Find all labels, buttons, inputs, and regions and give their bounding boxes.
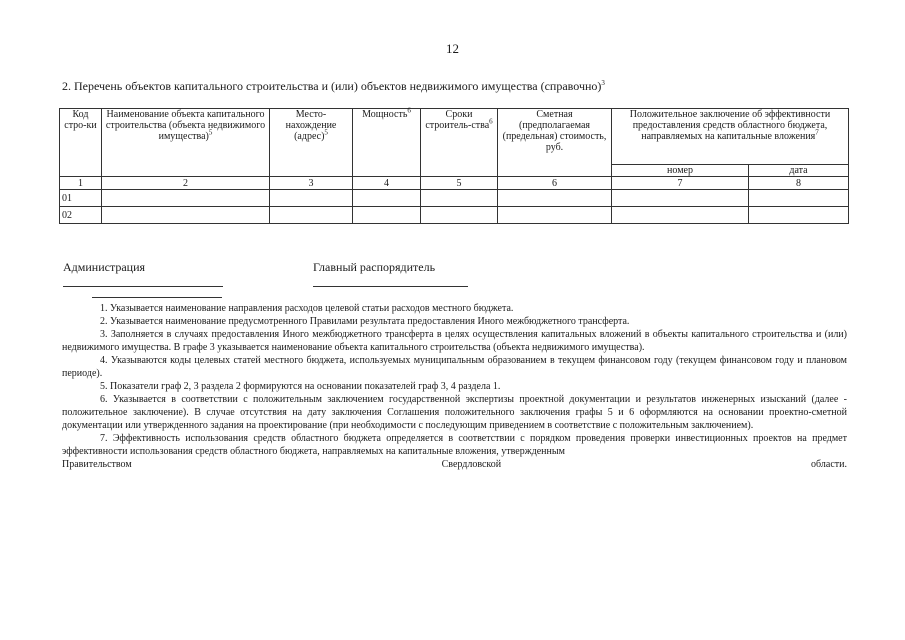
- header-cost-text: Сметная (предполагаемая (предельная) стоимость, руб.: [502, 109, 607, 153]
- header-cost: [498, 109, 612, 177]
- header-capacity: [353, 106, 421, 177]
- header-name-note: 5: [208, 128, 213, 137]
- column-number: 6: [498, 177, 612, 190]
- table-cell: [353, 190, 421, 207]
- header-code-text: Код стро-ки: [64, 109, 97, 131]
- header-terms-note: 6: [489, 117, 493, 126]
- table-row: [60, 207, 849, 224]
- footnote-item: 3. Заполняется в случаях предоставления Иного межбюджетного трансферта в целях осуществления капитальных вложений в объекты капитального строительства и (или) недвижимого имущества. В графе 3 указывается наименование объекта капитального строительства (объекта недвижимого имущества).: [62, 329, 847, 353]
- header-name: [102, 109, 270, 177]
- table-cell: [749, 207, 849, 224]
- page-number: 12: [446, 41, 459, 56]
- column-number: 5: [421, 177, 498, 190]
- signature-manager-label: Главный распорядитель: [313, 260, 436, 274]
- signature-admin-line: [63, 286, 223, 287]
- header-conclusion-note: 7: [815, 128, 819, 137]
- section-title-note: 3: [601, 79, 605, 87]
- header-terms-text: Сроки строитель-ства: [425, 109, 490, 131]
- table-cell: [353, 207, 421, 224]
- footnote-7-last-line: [62, 458, 847, 471]
- header-terms: [421, 109, 498, 177]
- header-location: [270, 109, 353, 177]
- row-code: 01: [60, 190, 102, 207]
- footnote-item: 5. Показатели граф 2, 3 раздела 2 формируются на основании показателей граф 3, 4 раздела 1.: [100, 381, 501, 392]
- column-number: 2: [102, 177, 270, 190]
- column-number: 1: [60, 177, 102, 190]
- header-code: [60, 109, 102, 177]
- table-cell: [102, 207, 270, 224]
- row-code: 02: [60, 207, 102, 224]
- header-conclusion-text: Положительное заключение об эффективности предоставления средств областного бюджета, направляемых на капитальные вложения: [629, 109, 831, 142]
- footnotes: [62, 302, 847, 471]
- header-conclusion-number: номер: [612, 165, 749, 177]
- footnote-7-word: Свердловской: [441, 459, 502, 470]
- header-location-text: Место-нахождение (адрес): [285, 109, 337, 142]
- table-cell: [421, 190, 498, 207]
- column-number: 7: [612, 177, 749, 190]
- header-conclusion: [612, 109, 849, 165]
- table-cell: [612, 190, 749, 207]
- column-numbers-row: [60, 177, 849, 190]
- footnote-item: 1. Указывается наименование направления расходов целевой статьи расходов местного бюджета.: [100, 303, 514, 314]
- table-row: [60, 190, 849, 207]
- signature-admin-label: Администрация: [63, 260, 146, 274]
- column-number: 3: [270, 177, 353, 190]
- header-name-text: Наименование объекта капитального строительства (объекта недвижимого имущества): [105, 109, 266, 142]
- header-location-note: 5: [324, 128, 328, 137]
- column-number: 8: [749, 177, 849, 190]
- header-capacity-note: 6: [407, 106, 411, 115]
- table-cell: [270, 207, 353, 224]
- header-capacity-text: Мощность: [362, 109, 408, 120]
- objects-table: [59, 108, 849, 224]
- footnote-7-word: Правительством: [62, 459, 132, 470]
- footnote-item: 4. Указываются коды целевых статей местного бюджета, используемых муниципальным образованием в текущем финансовом году (текущем финансовом году и плановом периоде).: [62, 355, 847, 379]
- table-cell: [421, 207, 498, 224]
- footnote-item: 6. Указывается в соответствии с положительным заключением государственной экспертизы проектной документации и результатов инженерных изысканий (далее - положительное заключение). В случае отсутствия на дату заключения Соглашения положительного заключения графы 5 и 6 оформляются на основании проектно-сметной документации или утвержденного задания на проектирование (при необходимости с последующим приведением в соответствие с положительным заключением).: [62, 394, 847, 431]
- footnote-item: 2. Указывается наименование предусмотренного Правилами результата предоставления Иного межбюджетного трансферта.: [100, 316, 630, 327]
- table-cell: [749, 190, 849, 207]
- section-title: [62, 79, 605, 94]
- table-cell: [612, 207, 749, 224]
- footnote-item: 7. Эффективность использования средств областного бюджета определяется в соответствии с порядком проведения проверки инвестиционных проектов на предмет эффективности использования средств областного бюджета, направляемых на капитальные вложения, утвержденным: [62, 433, 847, 457]
- section-title-text: 2. Перечень объектов капитального строительства и (или) объектов недвижимого имущества (справочно): [62, 79, 602, 93]
- signature-manager-line: [313, 286, 468, 287]
- header-conclusion-date: дата: [749, 165, 849, 177]
- column-number: 4: [353, 177, 421, 190]
- footnote-separator: [92, 297, 222, 298]
- table-cell: [270, 190, 353, 207]
- table-cell: [498, 207, 612, 224]
- table-cell: [102, 190, 270, 207]
- table-cell: [498, 190, 612, 207]
- footnote-7-word: области.: [811, 459, 847, 470]
